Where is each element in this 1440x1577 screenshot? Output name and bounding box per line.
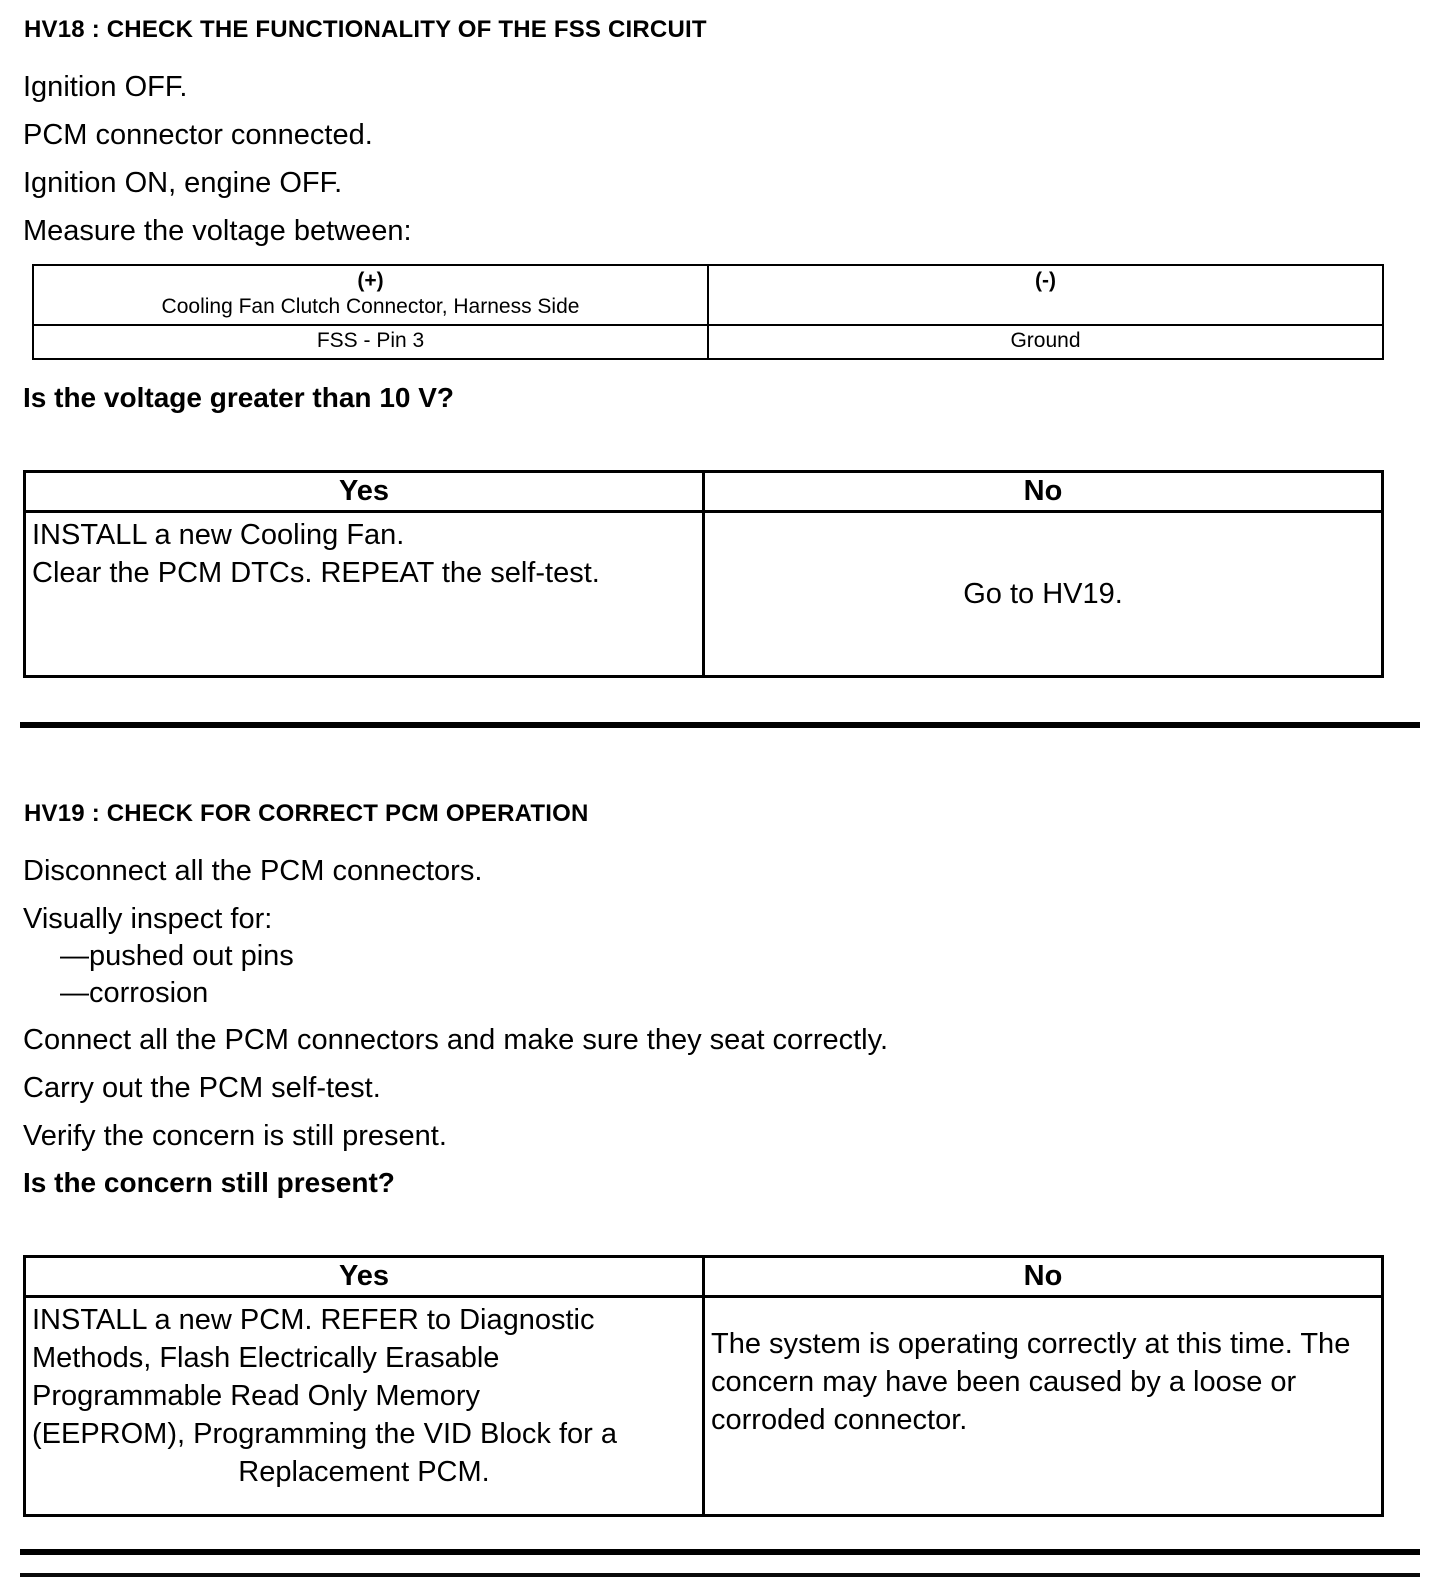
positive-header-cell <box>33 265 708 325</box>
procedure-step: Ignition ON, engine OFF. <box>23 167 343 199</box>
procedure-step: Carry out the PCM self-test. <box>23 1072 381 1104</box>
negative-polarity-label: (-) <box>1035 269 1056 292</box>
procedure-step: Ignition OFF. <box>23 71 188 103</box>
section-hv18-heading: HV18 : CHECK THE FUNCTIONALITY OF THE FSS CIRCUIT <box>24 16 707 43</box>
procedure-step: Connect all the PCM connectors and make sure they seat correctly. <box>23 1024 889 1056</box>
yes-action-line: INSTALL a new PCM. REFER to Diagnostic <box>32 1304 595 1336</box>
decision-header-row <box>25 1257 1383 1297</box>
positive-polarity-label: (+) <box>357 269 384 292</box>
procedure-substep: —pushed out pins <box>60 940 294 972</box>
decision-table-hv18 <box>23 470 1384 678</box>
no-header-cell: No <box>704 1257 1383 1297</box>
positive-connector-label: Cooling Fan Clutch Connector, Harness Side <box>161 295 580 318</box>
yes-action-line: Replacement PCM. <box>238 1456 490 1488</box>
yes-action-cell <box>25 512 704 677</box>
negative-pin-value: Ground <box>1010 329 1081 352</box>
measurement-table-header-row <box>33 265 1383 325</box>
page-bottom-rule <box>20 1573 1420 1577</box>
no-action-line: Go to HV19. <box>963 578 1123 610</box>
yes-action-cell <box>25 1297 704 1516</box>
yes-action-line: Programmable Read Only Memory <box>32 1380 481 1412</box>
no-action-line: The system is operating correctly at this time. The concern may have been caused by a loose or corroded connector. <box>711 1328 1351 1436</box>
yes-action-line: Methods, Flash Electrically Erasable <box>32 1342 500 1374</box>
decision-header-row <box>25 472 1383 512</box>
section-divider <box>20 1549 1420 1555</box>
procedure-step: Verify the concern is still present. <box>23 1120 447 1152</box>
no-action-cell <box>704 512 1383 677</box>
procedure-step: Visually inspect for: <box>23 903 273 935</box>
section-hv18 <box>0 16 1440 678</box>
procedure-substep: —corrosion <box>60 977 209 1009</box>
yes-header-cell: Yes <box>25 472 704 512</box>
decision-body-row <box>25 1297 1383 1516</box>
no-header-cell: No <box>704 472 1383 512</box>
section-hv19-heading: HV19 : CHECK FOR CORRECT PCM OPERATION <box>24 800 589 827</box>
section-divider <box>20 722 1420 728</box>
decision-question: Is the concern still present? <box>23 1167 395 1198</box>
decision-body-row <box>25 512 1383 677</box>
procedure-step: PCM connector connected. <box>23 119 373 151</box>
yes-action-line: (EEPROM), Programming the VID Block for a <box>32 1418 617 1450</box>
yes-header-cell: Yes <box>25 1257 704 1297</box>
procedure-step: Measure the voltage between: <box>23 215 412 247</box>
section-hv19 <box>0 800 1440 1517</box>
positive-pin-cell <box>33 325 708 359</box>
negative-pin-cell <box>708 325 1383 359</box>
measurement-table <box>32 264 1384 360</box>
yes-action-line: INSTALL a new Cooling Fan. <box>32 519 405 551</box>
procedure-step: Disconnect all the PCM connectors. <box>23 855 483 887</box>
yes-action-line: Clear the PCM DTCs. REPEAT the self-test. <box>32 557 600 589</box>
positive-pin-value: FSS - Pin 3 <box>316 329 425 352</box>
decision-question: Is the voltage greater than 10 V? <box>23 382 455 413</box>
negative-header-cell <box>708 265 1383 325</box>
no-action-cell <box>704 1297 1383 1516</box>
measurement-table-row <box>33 325 1383 359</box>
decision-table-hv19 <box>23 1255 1384 1517</box>
